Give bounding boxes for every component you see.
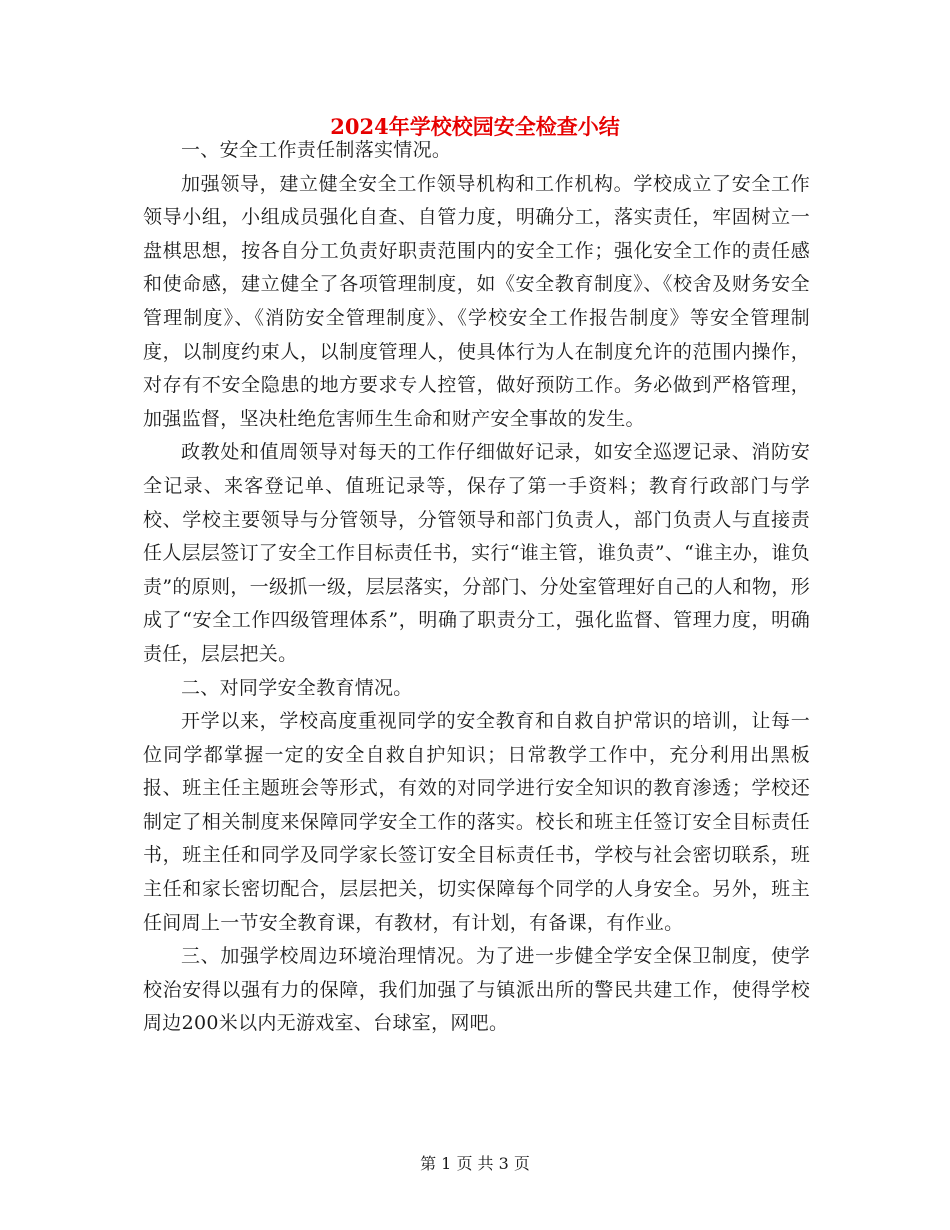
body-paragraph: 开学以来，学校高度重视同学的安全教育和自救自护常识的培训，让每一位同学都掌握一定的安全自救自护知识；日常教学工作中，充分利用出黑板报、班主任主题班会等形式，有效的对同学进行安全知识的教育渗透；学校还制定了相关制度来保障同学安全工作的落实。校长和班主任签订安全目标责任书，班主任和同学及同学家长签订安全目标责任书，学校与社会密切联系，班主任和家长密切配合，层层把关，切实保障每个同学的人身安全。另外，班主任间周上一节安全教育课，有教材，有计划，有备课，有作业。 xyxy=(143,710,810,934)
section-heading-2: 二、对同学安全教育情况。 xyxy=(181,676,413,699)
document-title: 2024年学校校园安全检查小结 xyxy=(330,114,620,139)
section-heading-3: 三、加强学校周边环境治理情况。为了进一步健全学安全保卫制度，使学校治安得以强有力的保障，我们加强了与镇派出所的警民共建工作，使得学校周边200米以内无游戏室、台球室，网吧。 xyxy=(143,945,810,1035)
document-body xyxy=(143,134,810,1041)
body-paragraph: 政教处和值周领导对每天的工作仔细做好记录，如安全巡逻记录、消防安全记录、来客登记单、值班记录等，保存了第一手资料；教育行政部门与学校、学校主要领导与分管领导，分管领导和部门负责人，部门负责人与直接责任人层层签订了安全工作目标责任书，实行“谁主管，谁负责”、“谁主办，谁负责”的原则，一级抓一级，层层落实，分部门、分处室管理好自己的人和物，形成了“安全工作四级管理体系”，明确了职责分工，强化监督、管理力度，明确责任，层层把关。 xyxy=(143,441,810,665)
page-footer: 第 1 页 共 3 页 xyxy=(420,1154,530,1173)
body-paragraph: 加强领导，建立健全安全工作领导机构和工作机构。学校成立了安全工作领导小组，小组成员强化自查、自管力度，明确分工，落实责任，牢固树立一盘棋思想，按各自分工负责好职责范围内的安全工作；强化安全工作的责任感和使命感，建立健全了各项管理制度，如《安全教育制度》、《校舍及财务安全管理制度》、《消防安全管理制度》、《学校安全工作报告制度》等安全管理制度，以制度约束人，以制度管理人，使具体行为人在制度允许的范围内操作，对存有不安全隐患的地方要求专人控管，做好预防工作。务必做到严格管理，加强监督，坚决杜绝危害师生生命和财产安全事故的发生。 xyxy=(143,172,810,430)
section-heading-1: 一、安全工作责任制落实情况。 xyxy=(181,139,452,161)
